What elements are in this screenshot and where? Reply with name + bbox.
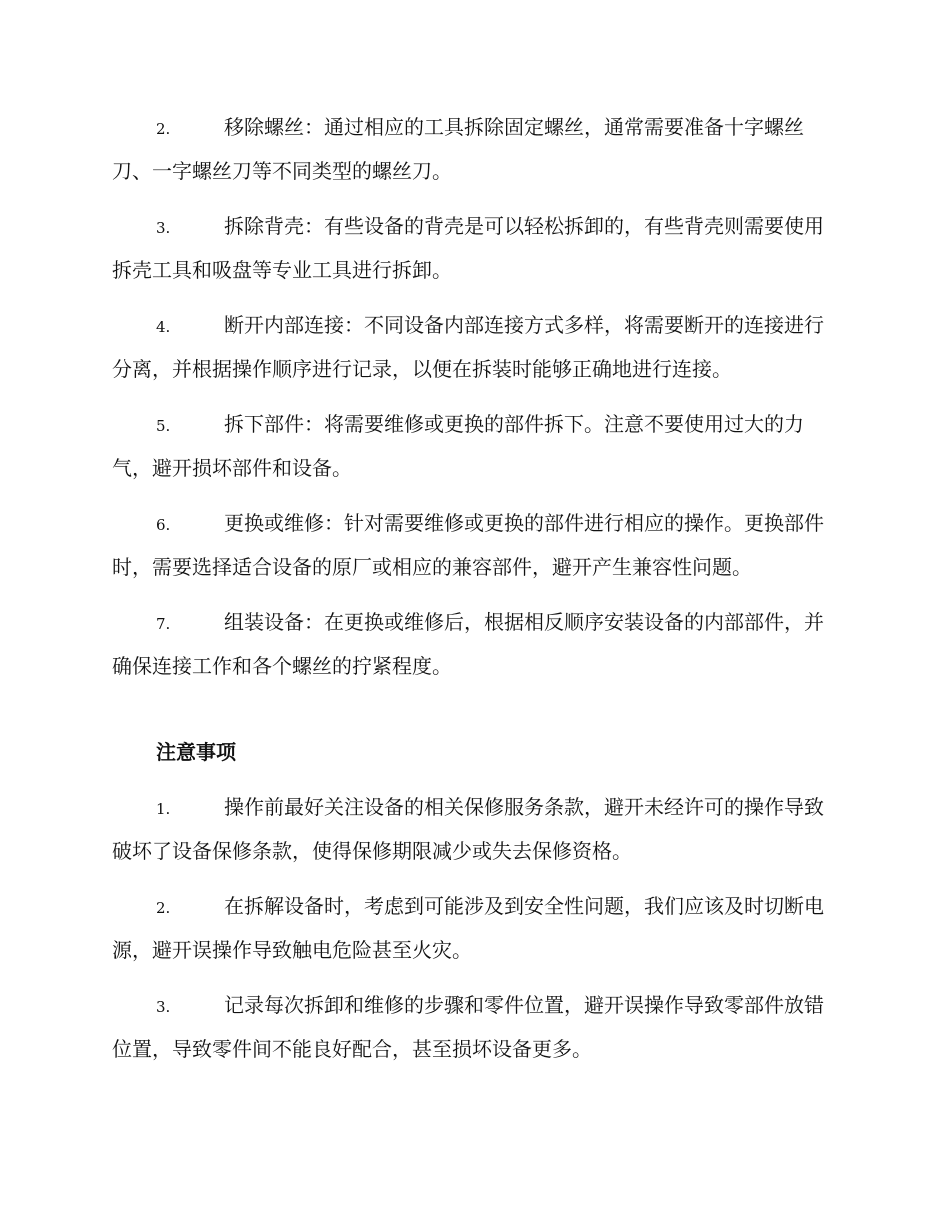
list-item <box>112 502 834 588</box>
item-text: 组装设备：在更换或维修后，根据相反顺序安装设备的内部部件，并确保连接工作和各个螺丝的拧紧程度。 <box>112 610 824 678</box>
list-item <box>112 205 834 291</box>
item-number: 5. <box>156 417 171 435</box>
list-item <box>112 984 834 1070</box>
item-number: 3. <box>156 219 171 237</box>
item-text: 在拆解设备时，考虑到可能涉及到安全性问题，我们应该及时切断电源，避开误操作导致触电危险甚至火灾。 <box>112 894 824 962</box>
list-item <box>112 786 834 872</box>
item-text: 更换或维修：针对需要维修或更换的部件进行相应的操作。更换部件时，需要选择适合设备的原厂或相应的兼容部件，避开产生兼容性问题。 <box>112 511 824 579</box>
item-text: 记录每次拆卸和维修的步骤和零件位置，避开误操作导致零部件放错位置，导致零件间不能良好配合，甚至损坏设备更多。 <box>112 993 824 1061</box>
item-number: 2. <box>156 120 171 138</box>
item-number: 6. <box>156 516 171 534</box>
item-number: 3. <box>156 998 171 1016</box>
section-heading: 注意事项 <box>156 740 236 764</box>
notes-list <box>112 786 834 1070</box>
list-item <box>112 106 834 192</box>
list-item <box>112 304 834 390</box>
item-text: 拆下部件：将需要维修或更换的部件拆下。注意不要使用过大的力气，避开损坏部件和设备。 <box>112 412 804 480</box>
list-item <box>112 885 834 971</box>
item-number: 2. <box>156 899 171 917</box>
list-item <box>112 601 834 687</box>
steps-list <box>112 106 834 687</box>
item-number: 1. <box>156 800 171 818</box>
item-text: 拆除背壳：有些设备的背壳是可以轻松拆卸的，有些背壳则需要使用拆壳工具和吸盘等专业工具进行拆卸。 <box>112 214 824 282</box>
item-text: 断开内部连接：不同设备内部连接方式多样，将需要断开的连接进行分离，并根据操作顺序进行记录，以便在拆装时能够正确地进行连接。 <box>112 313 824 381</box>
item-number: 4. <box>156 318 171 336</box>
item-text: 操作前最好关注设备的相关保修服务条款，避开未经许可的操作导致破坏了设备保修条款，使得保修期限减少或失去保修资格。 <box>112 795 824 863</box>
item-text: 移除螺丝：通过相应的工具拆除固定螺丝，通常需要准备十字螺丝刀、一字螺丝刀等不同类型的螺丝刀。 <box>112 115 804 183</box>
item-number: 7. <box>156 615 171 633</box>
list-item <box>112 403 834 489</box>
